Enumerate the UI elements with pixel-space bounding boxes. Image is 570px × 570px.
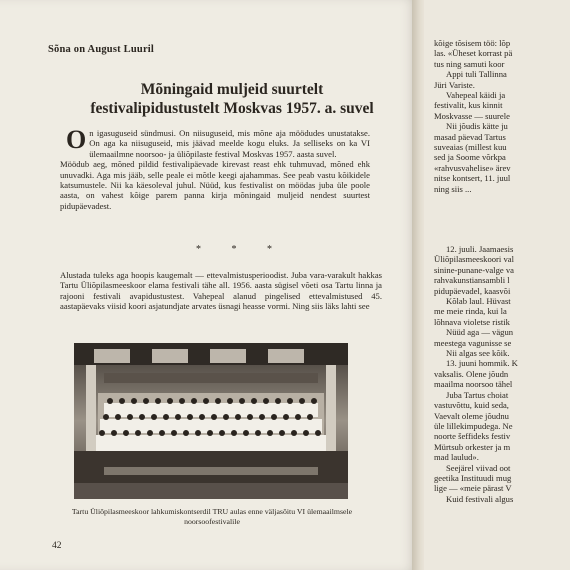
right-line: maailma noorsoo tähel bbox=[434, 379, 513, 390]
right-page bbox=[424, 0, 570, 570]
right-line: Appi tuli Tallinna bbox=[446, 69, 507, 80]
right-line: geetika Instituudi mug bbox=[434, 472, 512, 483]
right-line: kõige tõsisem töö: lõp bbox=[434, 38, 511, 48]
right-column-bottom bbox=[434, 244, 570, 504]
right-line: «rahvusvahelise» ärev bbox=[434, 162, 511, 173]
right-line: 12. juuli. Jaamaesis bbox=[446, 244, 514, 254]
right-line: Nii jõudis kätte ju bbox=[446, 121, 508, 132]
right-line: vastuvõttu, kuid seda, bbox=[434, 400, 509, 411]
paragraph-preparation: Alustada tuleks aga hoopis kaugemalt — ettevalmistusperioodist. Juba vara-varakult hakkas Tartu Üliõpilasmeeskoor elama festivali tähe all. 1956. aasta sügisel võeti osa Tartu linna ja rajooni festivali avapidustustest. Vahepeal alanud pingelised ettevalmistused 45. aastapäevaks viisid koori asjatundjate arvates üsnagi heasse vormi. Ning siis läks lahti see bbox=[60, 270, 382, 312]
right-line: Vahepeal käidi ja bbox=[446, 90, 506, 101]
right-line: Kuid festivali algus bbox=[446, 493, 514, 504]
right-line: tus ning samuti koor bbox=[434, 58, 505, 69]
choir-photograph bbox=[74, 343, 348, 499]
right-line: Nüüd aga — vägun bbox=[446, 327, 514, 338]
right-line: Jüri Variste. bbox=[434, 79, 475, 90]
right-line: Moskvasse — suurele bbox=[434, 110, 510, 121]
right-line: noorte šeffideks festiv bbox=[434, 431, 511, 442]
right-line: pidupäevadel, kaasvõi bbox=[434, 285, 511, 296]
right-line: Kõlab laul. Hüvast bbox=[446, 296, 511, 307]
section-divider-stars: * * * bbox=[196, 244, 286, 255]
right-line: festivalit, kus kinnit bbox=[434, 100, 503, 111]
right-column-top bbox=[434, 38, 570, 194]
right-line: sinine-punane-valge va bbox=[434, 264, 514, 275]
page-number: 42 bbox=[52, 541, 62, 551]
right-line: ning siis ... bbox=[434, 183, 472, 194]
title-line-2: festivalipidustustelt Moskvas 1957. a. suvel bbox=[90, 100, 374, 117]
paragraph-intro-text: n igasuguseid sündmusi. On niisuguseid, mis mõne aja möödudes unustatakse. On aga ka niisuguseid, mis jäävad meelde kogu eluks. Ja selliseks on ka VI ülemaailmne noorsoo- ja üliõpilaste festival Moskvas 1957. aasta suvel. bbox=[89, 128, 370, 159]
right-line: suveaias (millest kuu bbox=[434, 142, 507, 153]
paragraph-intro bbox=[48, 125, 370, 211]
right-line: lige — «meie pärast V bbox=[434, 483, 512, 494]
right-line: Mürtsub orkester ja m bbox=[434, 441, 511, 452]
paragraph-intro-text-2: Möödub aeg, mõned pildid festivalipäevade kirevast reast ehk tuhmuvad, mõned ehk unuvadki. Aga mis jääb, selle peale ei mõtle keegi ajahammas. See peab vastu kõikidele katsumustele. Nii ka käesoleval juhul. Nüüd, kus festivalist on möödas juba üle poole aasta, on vahest kõige parem panna kirja mõningaid muljeid nendest suurtest pidupäevadest. bbox=[60, 159, 370, 211]
right-line: me meie rinda, kui la bbox=[434, 306, 507, 317]
right-line: masad päevad Tartus bbox=[434, 131, 506, 142]
right-line: mad laulud». bbox=[434, 452, 479, 463]
right-line: Nii algas see kõik. bbox=[446, 348, 510, 359]
right-line: vaksalis. Olene jõudn bbox=[434, 368, 509, 379]
article-title bbox=[82, 80, 382, 118]
right-line: sed ja Soome võrkpa bbox=[434, 152, 506, 163]
photo-caption: Tartu Üliõpilasmeeskoor lahkumiskontserdil TRU aulas enne väljasõitu VI ülemaailmsele noorsoofestivalile bbox=[71, 507, 353, 526]
right-line: Juba Tartus choiat bbox=[446, 389, 509, 400]
right-line: Seejärel viivad oot bbox=[446, 462, 511, 473]
right-line: meestega vagunisse se bbox=[434, 337, 512, 348]
right-line: las. «Üheset korrast pä bbox=[434, 48, 513, 59]
title-line-1: Mõningaid muljeid suurtelt bbox=[140, 81, 324, 98]
running-head: Sõna on August Luuril bbox=[48, 44, 155, 55]
right-line: üle lillekimpudega. Ne bbox=[434, 420, 513, 431]
right-line: 13. juuni hommik. K bbox=[446, 358, 518, 369]
right-line: rahvakunstiansambli l bbox=[434, 275, 510, 286]
right-line: Üliõpilasmeeskoori val bbox=[434, 254, 514, 265]
drop-cap: O bbox=[66, 125, 87, 154]
right-line: nitse kontsert, 11. juul bbox=[434, 173, 511, 184]
right-line: Vaevalt oleme jõudnu bbox=[434, 410, 509, 421]
right-line: lõhnava violetse ristik bbox=[434, 316, 510, 327]
